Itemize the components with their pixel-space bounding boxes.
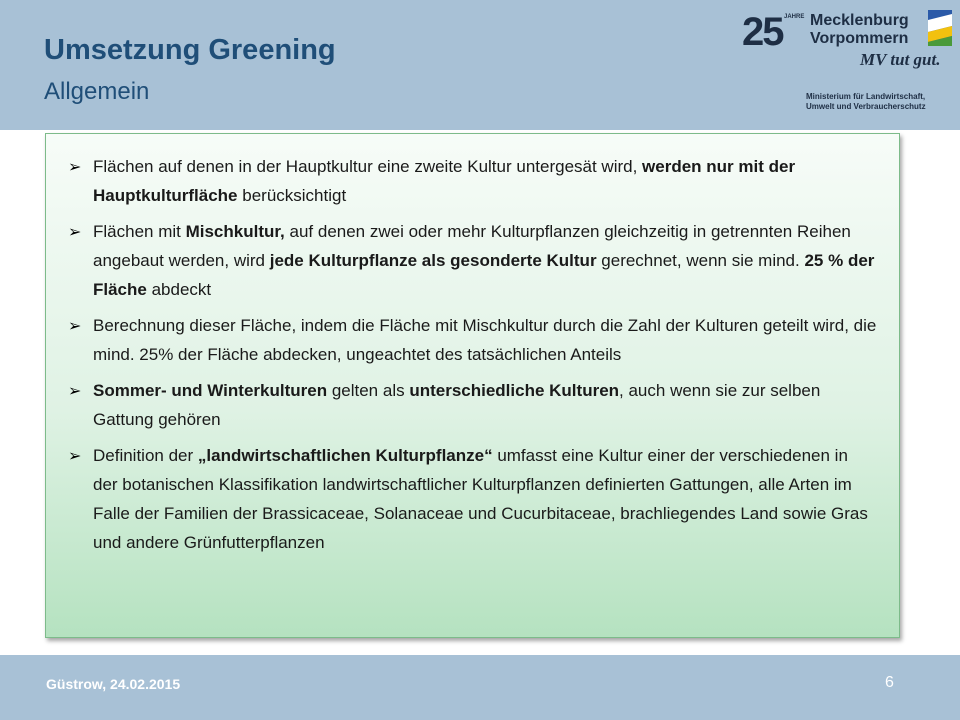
bullet-text: gerechnet, wenn sie mind. bbox=[596, 251, 805, 270]
arrowhead-bullet-icon: ➢ bbox=[68, 381, 82, 400]
content-box bbox=[45, 133, 900, 638]
logo-state-line1: Mecklenburg bbox=[810, 12, 909, 29]
bullet-text: , auch wenn sie zur selben Gattung gehören bbox=[93, 381, 821, 429]
slide-header bbox=[0, 0, 960, 130]
footer-date: Güstrow, 24.02.2015 bbox=[46, 676, 181, 692]
mv-logo bbox=[738, 6, 953, 118]
bullet-item bbox=[46, 441, 899, 557]
page-number: 6 bbox=[885, 674, 894, 691]
bullet-text: berücksichtigt bbox=[237, 186, 347, 205]
bullet-text: Berechnung dieser Fläche, indem die Fläche mit Mischkultur durch die Zahl der Kulturen geteilt wird, die mind. 25% der Fläche abdecken, ungeachtet des tatsächlichen Anteils bbox=[93, 316, 877, 364]
bullet-text: abdeckt bbox=[146, 280, 212, 299]
bullet-item bbox=[46, 217, 899, 304]
bullet-text: Flächen mit bbox=[93, 222, 186, 241]
logo-jahre-label: JAHRE bbox=[784, 14, 805, 20]
bullet-text-bold: werden nur mit der Hauptkulturfläche bbox=[93, 157, 796, 205]
bullet-text: auf denen zwei oder mehr Kulturpflanzen gleichzeitig in getrennten Reihen angebaut werden, wird bbox=[93, 222, 851, 270]
logo-ministry-line1: Ministerium für Landwirtschaft, bbox=[806, 92, 926, 101]
bullet-item bbox=[46, 311, 899, 369]
logo-anniversary-number: 25 bbox=[742, 10, 783, 54]
logo-ministry-line2: Umwelt und Verbraucherschutz bbox=[806, 102, 926, 111]
bullet-text: Flächen auf denen in der Hauptkultur eine zweite Kultur untergesät wird, bbox=[93, 157, 643, 176]
bullet-item bbox=[46, 376, 899, 434]
slide-title: Umsetzung Greening bbox=[44, 34, 336, 66]
mv-flag-icon bbox=[928, 10, 952, 46]
bullet-text: umfasst eine Kultur einer der verschiedenen in der botanischen Klassifikation landwirtschaftlicher Kulturpflanzen definierten Gattungen, alle Arten im Falle der Familien der Brassicaceae, Solanaceae und Cucurbitaceae, brachliegendes Land sowie Gras und andere Grünfutterpflanzen bbox=[93, 446, 868, 552]
bullet-text-bold: Sommer- und Winterkulturen bbox=[93, 381, 328, 400]
bullet-item bbox=[46, 152, 899, 210]
logo-slogan: MV tut gut. bbox=[860, 50, 941, 69]
bullet-text-bold: „landwirtschaftlichen Kulturpflanze“ bbox=[197, 446, 493, 465]
bullet-text: gelten als bbox=[327, 381, 410, 400]
slide-subtitle: Allgemein bbox=[44, 78, 150, 105]
logo-ministry bbox=[806, 92, 926, 112]
bullet-list bbox=[46, 152, 899, 564]
bullet-text-bold: 25 % der Fläche bbox=[93, 251, 875, 299]
arrowhead-bullet-icon: ➢ bbox=[68, 446, 82, 465]
arrowhead-bullet-icon: ➢ bbox=[68, 222, 82, 241]
arrowhead-bullet-icon: ➢ bbox=[68, 316, 82, 335]
bullet-text-bold: jede Kulturpflanze als gesonderte Kultur bbox=[269, 251, 597, 270]
logo-state-line2: Vorpommern bbox=[810, 30, 909, 47]
slide-footer bbox=[0, 655, 960, 720]
bullet-text-bold: unterschiedliche Kulturen bbox=[409, 381, 620, 400]
arrowhead-bullet-icon: ➢ bbox=[68, 157, 82, 176]
bullet-text-bold: Mischkultur, bbox=[185, 222, 285, 241]
bullet-text: Definition der bbox=[93, 446, 198, 465]
